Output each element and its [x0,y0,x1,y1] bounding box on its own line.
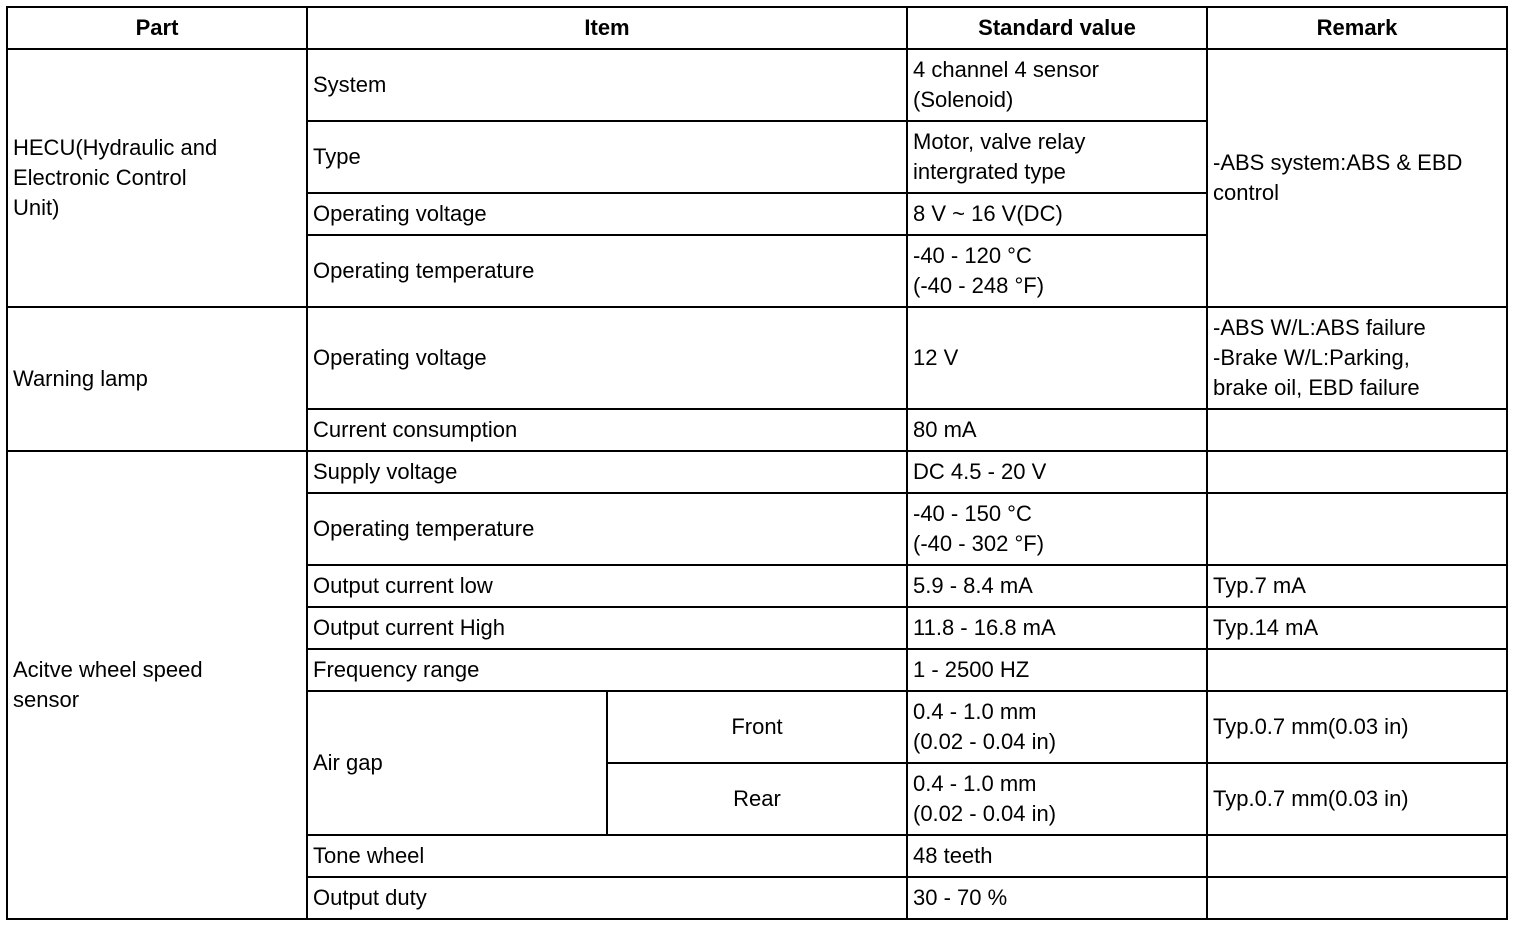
item-cell: Output current low [307,565,907,607]
value-cell: 12 V [907,307,1207,409]
remark-cell [1207,409,1507,451]
table-row [7,451,1507,493]
value-cell: -40 - 150 °C (-40 - 302 °F) [907,493,1207,565]
item-cell: Output current High [307,607,907,649]
header-item: Item [307,7,907,49]
item-cell: System [307,49,907,121]
remark-cell [1207,835,1507,877]
remark-cell [1207,649,1507,691]
remark-cell [1207,877,1507,919]
header-remark: Remark [1207,7,1507,49]
value-cell: 0.4 - 1.0 mm (0.02 - 0.04 in) [907,763,1207,835]
value-cell: Motor, valve relay intergrated type [907,121,1207,193]
remark-cell: Typ.7 mA [1207,565,1507,607]
item-cell: Operating temperature [307,493,907,565]
item-cell: Operating voltage [307,307,907,409]
item-cell: Operating temperature [307,235,907,307]
item-air-gap: Air gap [307,691,607,835]
value-cell: 5.9 - 8.4 mA [907,565,1207,607]
remark-cell: Typ.0.7 mm(0.03 in) [1207,763,1507,835]
value-cell: 4 channel 4 sensor (Solenoid) [907,49,1207,121]
item-cell: Tone wheel [307,835,907,877]
remark-hecu: -ABS system:ABS & EBD control [1207,49,1507,307]
value-cell: 0.4 - 1.0 mm (0.02 - 0.04 in) [907,691,1207,763]
value-cell: 48 teeth [907,835,1207,877]
header-part: Part [7,7,307,49]
value-cell: -40 - 120 °C (-40 - 248 °F) [907,235,1207,307]
value-cell: 80 mA [907,409,1207,451]
item-cell: Frequency range [307,649,907,691]
item-cell: Operating voltage [307,193,907,235]
header-standard-value: Standard value [907,7,1207,49]
sub-item-front: Front [607,691,907,763]
item-cell: Supply voltage [307,451,907,493]
part-wheel-speed-sensor: Acitve wheel speed sensor [7,451,307,919]
specification-table [6,6,1508,920]
table-row [7,307,1507,409]
remark-cell [1207,451,1507,493]
remark-cell [1207,493,1507,565]
item-cell: Current consumption [307,409,907,451]
remark-cell: Typ.0.7 mm(0.03 in) [1207,691,1507,763]
part-warning-lamp: Warning lamp [7,307,307,451]
table-row [7,49,1507,121]
item-cell: Type [307,121,907,193]
part-hecu: HECU(Hydraulic and Electronic Control Unit) [7,49,307,307]
value-cell: 30 - 70 % [907,877,1207,919]
sub-item-rear: Rear [607,763,907,835]
value-cell: 11.8 - 16.8 mA [907,607,1207,649]
remark-cell: Typ.14 mA [1207,607,1507,649]
remark-cell: -ABS W/L:ABS failure -Brake W/L:Parking, brake oil, EBD failure [1207,307,1507,409]
header-row [7,7,1507,49]
item-cell: Output duty [307,877,907,919]
value-cell: 8 V ~ 16 V(DC) [907,193,1207,235]
value-cell: DC 4.5 - 20 V [907,451,1207,493]
value-cell: 1 - 2500 HZ [907,649,1207,691]
